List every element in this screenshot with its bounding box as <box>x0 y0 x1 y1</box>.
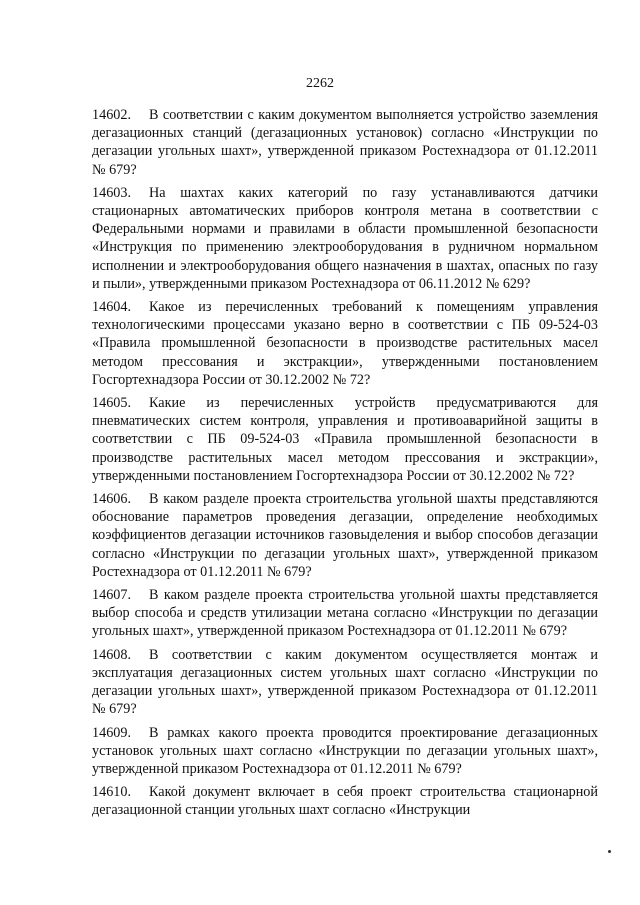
question-text: В соответствии с каким документом осуществляется монтаж и эксплуатация дегазационных систем угольных шахт согласно «Инструкции по дегазации угольных шахт», утвержденной приказом Ростехнадзора от 01.12.2011 № 679? <box>92 646 598 718</box>
question-paragraph <box>92 783 598 819</box>
question-text: В соответствии с каким документом выполняется устройство заземления дегазационных станций (дегазационных установок) согласно «Инструкции по дегазации угольных шахт», утвержденной приказом Ростехнадзора от 01.12.2011 № 679? <box>92 107 598 178</box>
question-paragraph <box>92 724 598 779</box>
question-number: 14609. <box>92 724 132 741</box>
question-number: 14606. <box>92 491 132 508</box>
question-number: 14602. <box>92 107 132 123</box>
question-number: 14603. <box>92 184 132 201</box>
question-paragraph <box>92 184 598 293</box>
question-paragraph <box>92 106 598 179</box>
question-number: 14610. <box>92 784 132 801</box>
question-number: 14604. <box>92 299 132 316</box>
scan-speck <box>608 850 611 853</box>
question-text: Какой документ включает в себя проект строительства стационарной дегазационной станции угольных шахт согласно «Инструкции <box>92 784 598 819</box>
question-paragraph <box>92 298 598 389</box>
question-number: 14607. <box>92 587 132 604</box>
page-number: 2262 <box>306 76 334 91</box>
question-paragraph <box>92 586 598 641</box>
question-text: В каком разделе проекта строительства угольной шахты представляются обоснование параметров проведения дегазации, определение необходимых коэффициентов дегазации источников газовыделения и выбор способов дегазации согласно «Инструкции по дегазации угольных шахт», утвержденной приказом Ростехнадзора от 01.12.2011 № 679? <box>92 491 598 580</box>
question-paragraph <box>92 646 598 719</box>
document-body <box>92 106 598 825</box>
question-number: 14608. <box>92 646 132 663</box>
question-text: В рамках какого проекта проводится проектирование дегазационных установок угольных шахт согласно «Инструкции по дегазации угольных шахт», утвержденной приказом Ростехнадзора от 01.12.2011 № 679? <box>92 724 598 777</box>
question-number: 14605. <box>92 395 132 412</box>
question-paragraph <box>92 490 598 581</box>
question-text: На шахтах каких категорий по газу устанавливаются датчики стационарных автоматических приборов контроля метана в соответствии с Федеральными нормами и правилами в области промышленной безопасности «Инструкция по применению электрооборудования в рудничном нормальном исполнении и электрооборудования общего назначения в шахтах, опасных по газу и пыли», утвержденными приказом Ростехнадзора от 06.11.2012 № 629? <box>92 184 598 292</box>
question-text: В каком разделе проекта строительства угольной шахты представляется выбор способа и средств утилизации метана согласно «Инструкции по дегазации угольных шахт», утвержденной приказом Ростехнадзора от 01.12.2011 № 679? <box>92 587 598 640</box>
question-text: Какое из перечисленных требований к помещениям управления технологическими процессами указано верно в соответствии с ПБ 09-524-03 «Правила промышленной безопасности в производстве растительных масел методом прессования и экстракции», утвержденными постановлением Госгортехнадзора России от 30.12.2002 № 72? <box>92 299 598 388</box>
question-text: Какие из перечисленных устройств предусматриваются для пневматических систем контроля, управления и противоаварийной защиты в соответствии с ПБ 09-524-03 «Правила промышленной безопасности в производстве растительных масел методом прессования и экстракции», утвержденными постановлением Госгортехнадзора России от 30.12.2002 № 72? <box>92 395 598 484</box>
question-paragraph <box>92 394 598 485</box>
